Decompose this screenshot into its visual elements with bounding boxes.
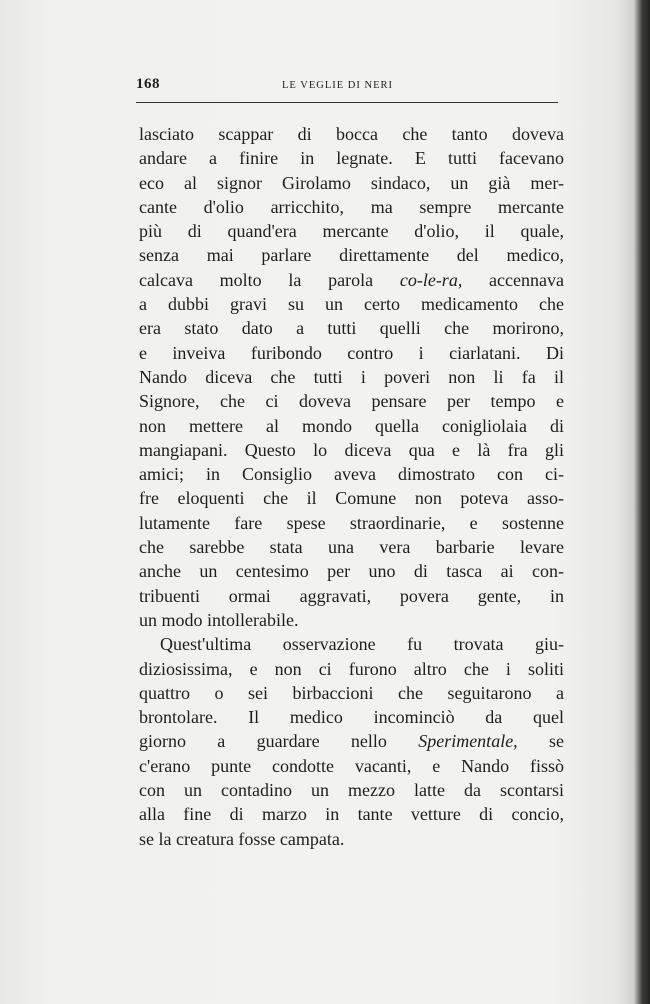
text-line: diziosissima, e non ci furono altro che i soliti [139,658,564,679]
text-line: amici; in Consiglio aveva dimostrato con ci- [139,464,564,485]
text-line: Nando diceva che tutti i poveri non li fa il [139,366,564,387]
running-title: LE VEGLIE DI NERI [282,80,393,91]
paragraph [139,632,564,851]
text-line: lutamente fare spese straordinarie, e sostenne [139,512,564,533]
text-line: quattro o sei birbaccioni che seguitarono a [139,682,564,703]
text-line: alla fine di marzo in tante vetture di concio, [139,804,564,825]
italic-word: co-le-ra, [399,269,463,290]
text-line: eco al signor Girolamo sindaco, un già mer- [139,172,564,193]
text-line: fre eloquenti che il Comune non poteva asso- [139,488,564,509]
running-head [136,76,558,98]
text-line: lasciato scappar di bocca che tanto doveva [139,124,564,144]
text-line: non mettere al mondo quella conigliolaia di [139,415,564,436]
text-line: a dubbi gravi su un certo medicamento che [139,294,564,315]
text-line: Signore, che ci doveva pensare per tempo e [139,391,564,412]
page-number: 168 [136,76,160,92]
text-segment: se [517,731,564,752]
text-line: mangiapani. Questo lo diceva qua e là fra gli [139,439,564,460]
text-segment: accennava [462,269,564,290]
header-rule [136,102,558,103]
text-line: più di quand'era mercante d'olio, il quale, [139,221,564,242]
text-body [139,122,564,851]
text-line: senza mai parlare direttamente del medico, [139,245,564,266]
text-line: che sarebbe stata una vera barbarie levare [139,537,564,558]
paragraph [139,122,564,632]
text-line [139,268,564,292]
text-line: anche un centesimo per uno di tasca ai con- [139,561,564,582]
text-line: se la creatura fosse campata. [139,828,345,849]
text-line: con un contadino un mezzo latte da scontarsi [139,780,564,801]
italic-word: Sperimentale, [418,731,518,752]
text-line: cante d'olio arricchito, ma sempre mercante [139,196,564,217]
text-line: tribuenti ormai aggravati, povera gente, in [139,585,564,606]
text-line: era stato dato a tutti quelli che morirono, [139,318,564,339]
text-line: Quest'ultima osservazione fu trovata giu- [160,634,564,655]
text-line [139,729,564,753]
text-line: andare a finire in legnate. E tutti facevano [139,148,564,169]
text-line: c'erano punte condotte vacanti, e Nando fissò [139,755,564,776]
text-line: brontolare. Il medico incominciò da quel [139,707,564,728]
text-segment: giorno a guardare nello [139,731,419,752]
text-line: e inveiva furibondo contro i ciarlatani. Di [139,342,564,363]
text-line: un modo intollerabile. [139,609,299,630]
text-segment: calcava molto la parola [139,269,400,290]
